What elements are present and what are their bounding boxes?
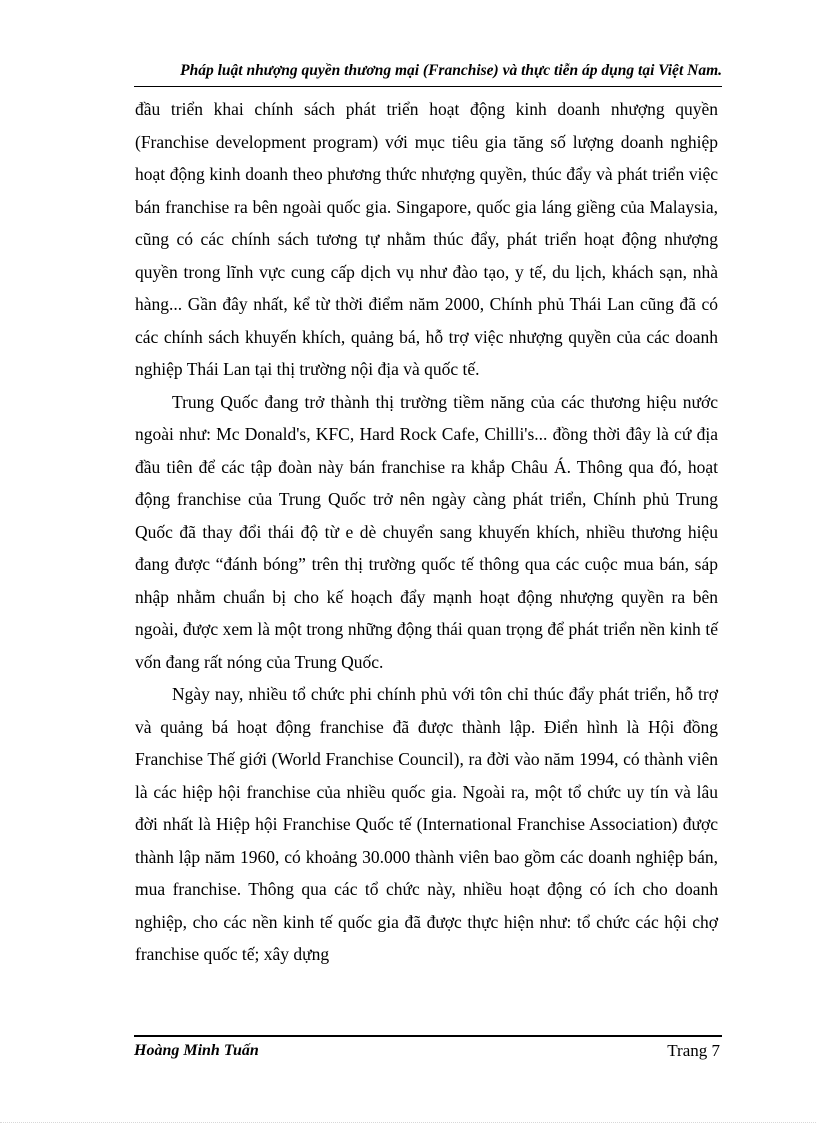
document-body — [135, 93, 718, 971]
page-header: Pháp luật nhượng quyền thương mại (Franchise) và thực tiễn áp dụng tại Việt Nam. — [180, 62, 722, 79]
footer-rule — [134, 1035, 722, 1037]
paragraph-organizations: Ngày nay, nhiều tổ chức phi chính phủ với tôn chỉ thúc đẩy phát triển, hỗ trợ và quảng bá hoạt động franchise đã được thành lập. Điển hình là Hội đồng Franchise Thế giới (World Franchise Council), ra đời vào năm 1994, có thành viên là các hiệp hội franchise của nhiều quốc gia. Ngoài ra, một tổ chức uy tín và lâu đời nhất là Hiệp hội Franchise Quốc tế (International Franchise Association) được thành lập năm 1960, có khoảng 30.000 thành viên bao gồm các doanh nghiệp bán, mua franchise. Thông qua các tổ chức này, nhiều hoạt động có ích cho doanh nghiệp, cho các nền kinh tế quốc gia đã được thực hiện như: tổ chức các hội chợ franchise quốc tế; xây dựng — [135, 684, 718, 964]
footer-author: Hoàng Minh Tuấn — [134, 1042, 259, 1059]
paragraph-china: Trung Quốc đang trở thành thị trường tiềm năng của các thương hiệu nước ngoài như: Mc Donald's, KFC, Hard Rock Cafe, Chilli's... đồng thời đây là cứ địa đầu tiên để các tập đoàn này bán franchise ra khắp Châu Á. Thông qua đó, hoạt động franchise của Trung Quốc trở nên ngày càng phát triển, Chính phủ Trung Quốc đã thay đổi thái độ từ e dè chuyển sang khuyến khích, nhiều thương hiệu đang được “đánh bóng” trên thị trường quốc tế thông qua các cuộc mua bán, sáp nhập nhằm chuẩn bị cho kế hoạch đẩy mạnh hoạt động nhượng quyền ra bên ngoài, được xem là một trong những động thái quan trọng để phát triển nền kinh tế vốn đang rất nóng của Trung Quốc. — [135, 391, 718, 672]
paragraph-continuation: đầu triển khai chính sách phát triển hoạt động kinh doanh nhượng quyền (Franchise development program) với mục tiêu gia tăng số lượng doanh nghiệp hoạt động kinh doanh theo phương thức nhượng quyền, thúc đẩy và phát triển việc bán franchise ra bên ngoài quốc gia. Singapore, quốc gia láng giềng của Malaysia, cũng có các chính sách tương tự nhằm thúc đẩy, phát triển hoạt động nhượng quyền trong lĩnh vực cung cấp dịch vụ như đào tạo, y tế, du lịch, khách sạn, nhà hàng... Gần đây nhất, kể từ thời điểm năm 2000, Chính phủ Thái Lan cũng đã có các chính sách khuyến khích, quảng bá, hỗ trợ việc nhượng quyền của các doanh nghiệp Thái Lan tại thị trường nội địa và quốc tế. — [135, 99, 718, 379]
page-number: Trang 7 — [667, 1041, 720, 1060]
header-rule — [134, 86, 722, 87]
